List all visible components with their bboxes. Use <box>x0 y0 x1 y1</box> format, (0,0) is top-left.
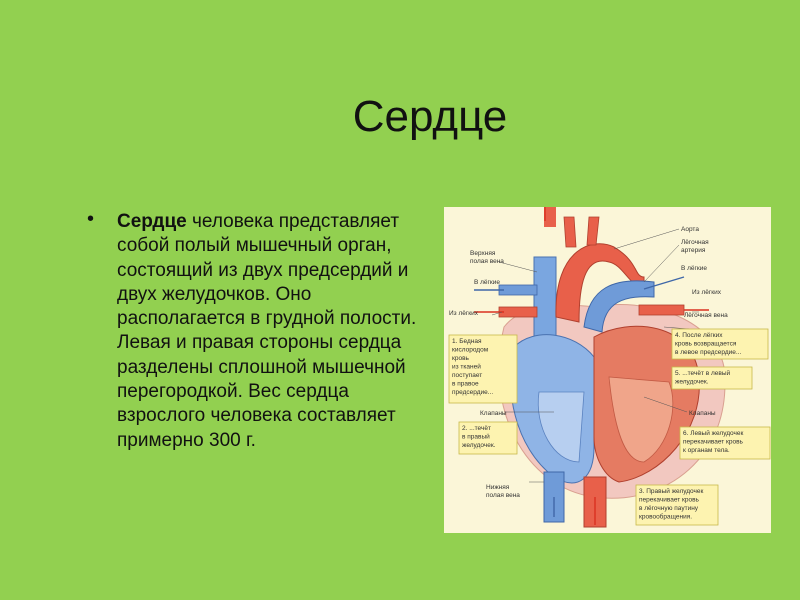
box1-line: поступает <box>452 372 483 379</box>
label-sup-vena-1: Верхняя <box>470 250 496 257</box>
bullet-paragraph <box>117 210 417 453</box>
box2-line: желудочек. <box>462 442 496 449</box>
label-inf-vena-2: полая вена <box>486 492 520 499</box>
label-pulm-vein: Лёгочная вена <box>684 312 728 319</box>
info-box-3 <box>636 485 718 525</box>
label-pulm-artery-1: Лёгочная <box>681 239 709 246</box>
vessel-left-upper <box>499 285 537 295</box>
label-from-lungs-left: Из лёгких <box>449 310 478 317</box>
box1-line: в правое <box>452 380 479 388</box>
label-inf-vena-1: Нижняя <box>486 484 510 491</box>
heart-diagram <box>444 207 771 533</box>
box4-line: в левое предсердие... <box>675 349 742 356</box>
bullet-dot: • <box>87 208 95 230</box>
box4-line: 4. После лёгких <box>675 332 723 339</box>
box3-line: 3. Правый желудочек <box>639 488 704 495</box>
box1-line: кровь <box>452 355 469 362</box>
label-valves-right: Клапаны <box>689 410 716 417</box>
label-to-lungs-right: В лёгкие <box>681 265 708 272</box>
vessel-right-lower <box>639 305 684 315</box>
info-box-6 <box>680 427 770 459</box>
superior-vena-cava <box>534 257 556 337</box>
aorta-branches <box>564 217 599 247</box>
label-pulm-artery-2: артерия <box>681 247 706 254</box>
box5-line: желудочек. <box>675 378 709 386</box>
info-box-2 <box>459 422 517 454</box>
box1-line: кислородом <box>452 346 489 354</box>
box1-line: из тканей <box>452 363 481 371</box>
info-box-1 <box>449 335 517 403</box>
box1-line: предсердие... <box>452 389 494 396</box>
aorta-top <box>544 207 556 227</box>
info-box-5 <box>672 367 752 389</box>
bold-lead: Сердце <box>117 211 187 232</box>
box6-line: перекачивает кровь <box>683 438 743 446</box>
vessel-left-lower <box>499 307 537 317</box>
box1-line: 1. Бедная <box>452 338 482 345</box>
box4-line: кровь возвращается <box>675 340 737 348</box>
label-valves-left: Клапаны <box>480 410 507 417</box>
label-aorta: Аорта <box>681 226 699 233</box>
slide-title: Сердце <box>352 92 508 141</box>
label-from-lungs-right: Из лёгких <box>692 289 721 296</box>
box2-line: в правый <box>462 433 490 441</box>
box5-line: 5. ...течёт в левый <box>675 370 731 377</box>
box3-line: кровообращения. <box>639 513 693 521</box>
box6-line: к органам тела. <box>683 447 730 454</box>
box6-line: 6. Левый желудочек <box>683 430 744 437</box>
label-sup-vena-2: полая вена <box>470 258 504 265</box>
box3-line: перекачивает кровь <box>639 496 699 504</box>
box3-line: в лёгочную паутину <box>639 505 699 512</box>
info-box-4 <box>672 329 768 359</box>
paragraph-text: человека представляет собой полый мышечный орган, состоящий из двух предсердий и двух желудочков. Оно располагается в грудной полости. Левая и правая стороны сердца разделены сплошной мышечной перегородкой. Вес сердца взрослого человека составляет примерно 300 г. <box>117 211 417 451</box>
label-to-lungs-left: В лёгкие <box>474 279 501 286</box>
box2-line: 2. ...течёт <box>462 425 491 432</box>
